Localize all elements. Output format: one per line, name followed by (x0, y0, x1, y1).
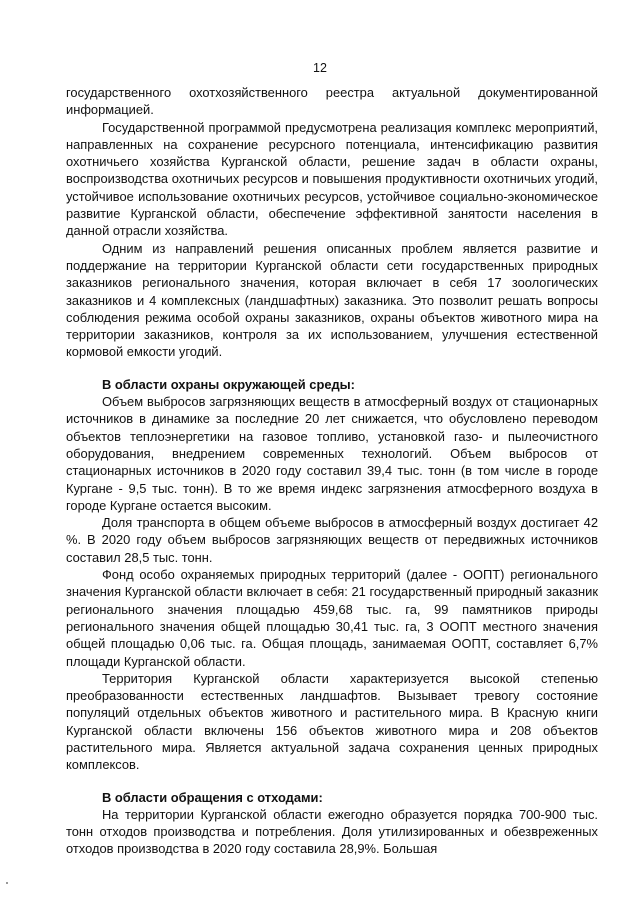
paragraph: Фонд особо охраняемых природных территорий (далее - ООПТ) регионального значения Курганской области включает в себя: 21 государственный природный заказник регионального значения площадью 459,68 тыс. га, 99 памятников природы регионального значения общей площадью 30,41 тыс. га, 3 ООПТ местного значения общей площадью 0,06 тыс. га. Общая площадь, занимаемая ООПТ, составляет 6,7% площади Курганской области. (66, 567, 598, 669)
paragraph: Одним из направлений решения описанных проблем является развитие и поддержание на территории Курганской области сети государственных природных заказников регионального значения, которая включает в себя 17 зоологических заказников и 4 комплексных (ландшафтных) заказника. Это позволит решать вопросы соблюдения режима особой охраны заказников, охраны объектов животного мира на территории заказников, контроля за их использованием, улучшения естественной кормовой емкости угодий. (66, 240, 598, 360)
section-spacer (66, 361, 598, 376)
paragraph: государственного охотхозяйственного реестра актуальной документированной информацией. (66, 85, 598, 118)
page-number: 12 (313, 61, 327, 75)
margin-mark (6, 882, 8, 884)
section-heading-environment: В области охраны окружающей среды: (102, 376, 355, 392)
paragraph: Государственной программой предусмотрена реализация комплекс мероприятий, направленных на сохранение ресурсного потенциала, интенсификацию развития охотничьего хозяйства Курганской области, решение задач в области охраны, воспроизводства охотничьих ресурсов и повышения продуктивности охотничьих угодий, устойчивое использование охотничьих ресурсов, устойчивое социально-экономическое развитие Курганской области, обеспечение эффективной занятости населения в данной отрасли хозяйства. (66, 119, 598, 239)
page-body (66, 84, 598, 858)
paragraph: На территории Курганской области ежегодно образуется порядка 700-900 тыс. тонн отходов производства и потребления. Доля утилизированных и обезвреженных отходов производства в 2020 году составила 28,9%. Большая (66, 806, 598, 857)
section-spacer (66, 774, 598, 789)
paragraph: Доля транспорта в общем объеме выбросов в атмосферный воздух достигает 42 %. В 2020 году объем выбросов загрязняющих веществ от передвижных источников составил 28,5 тыс. тонн. (66, 515, 598, 565)
section-heading-waste: В области обращения с отходами: (102, 789, 323, 805)
paragraph: Объем выбросов загрязняющих веществ в атмосферный воздух от стационарных источников в динамике за последние 20 лет снижается, что обусловлено переводом объектов теплоэнергетики на газовое топливо, установкой газо- и пылеочистного оборудования, внедрением современных технологий. Объем выбросов от стационарных источников в 2020 году составил 39,4 тыс. тонн (в том числе в городе Кургане - 9,5 тыс. тонн). В то же время индекс загрязнения атмосферного воздуха в городе Кургане остается высоким. (66, 394, 598, 513)
paragraph: Территория Курганской области характеризуется высокой степенью преобразованности естественных ландшафтов. Вызывает тревогу состояние популяций отдельных объектов животного и растительного мира. В Красную книги Курганской области включены 156 объектов животного мира и 208 объектов растительного мира. Является актуальной задача сохранения ценных природных комплексов. (66, 670, 598, 773)
